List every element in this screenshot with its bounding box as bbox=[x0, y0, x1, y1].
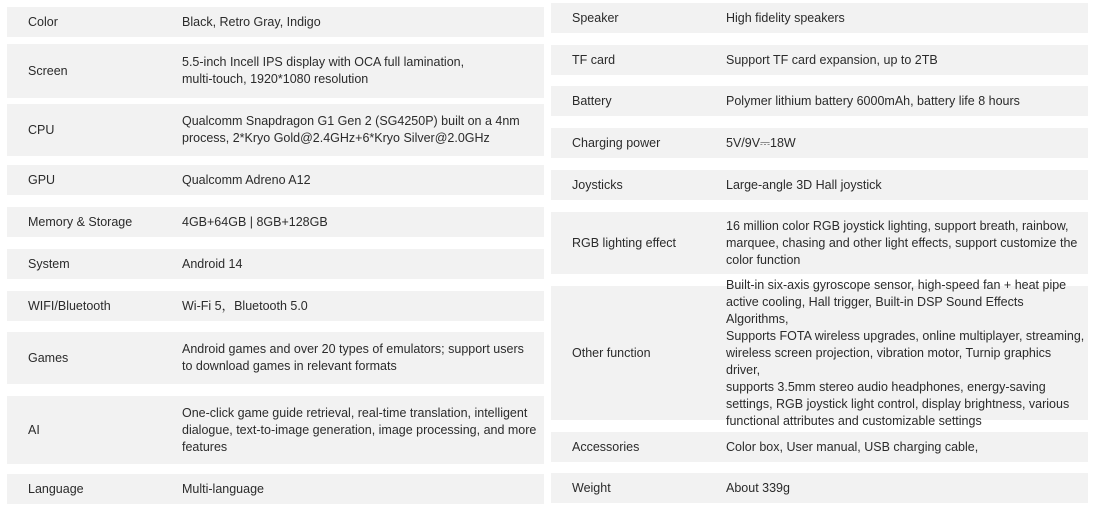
spec-label: CPU bbox=[28, 122, 55, 137]
spec-label: RGB lighting effect bbox=[572, 235, 676, 250]
spec-value: Android 14 bbox=[182, 256, 243, 271]
spec-value: Support TF card expansion, up to 2TB bbox=[726, 52, 938, 67]
spec-row-language bbox=[7, 474, 544, 504]
spec-value: 5.5-inch Incell IPS display with OCA full lamination, multi-touch, 1920*1080 resolution bbox=[182, 55, 465, 86]
spec-label: Charging power bbox=[572, 135, 661, 150]
spec-value: Color box, User manual, USB charging cable, bbox=[726, 439, 979, 454]
spec-value: 4GB+64GB | 8GB+128GB bbox=[182, 214, 328, 229]
spec-label: Other function bbox=[572, 345, 651, 360]
spec-value: 16 million color RGB joystick lighting, support breath, rainbow, marquee, chasing and other light effects, support customize the color function bbox=[726, 218, 1078, 267]
spec-row-games bbox=[7, 332, 544, 384]
spec-value: Wi-Fi 5，Bluetooth 5.0 bbox=[182, 298, 308, 313]
spec-row-wifi-bluetooth bbox=[7, 291, 544, 321]
spec-value: Black, Retro Gray, Indigo bbox=[182, 14, 321, 29]
spec-row-ai bbox=[7, 396, 544, 464]
spec-label: Speaker bbox=[572, 10, 619, 25]
spec-value: Multi-language bbox=[182, 481, 264, 496]
spec-row-system bbox=[7, 249, 544, 279]
spec-row-tf-card bbox=[551, 45, 1088, 75]
spec-value: Large-angle 3D Hall joystick bbox=[726, 177, 882, 192]
spec-value: Built-in six-axis gyroscope sensor, high-speed fan + heat pipe active cooling, Hall trigger, Built-in DSP Sound Effects Algorithms, Supports FOTA wireless upgrades, online multiplayer, streaming, wireless screen projection, vibration motor, Turnip graphics driver, supports 3.5mm stereo audio headphones, energy-saving settings, RGB joystick light control, display brightness, various functional attributes and customizable settings bbox=[726, 277, 1085, 428]
spec-label: Weight bbox=[572, 480, 611, 495]
spec-row-weight bbox=[551, 473, 1088, 503]
spec-label: Games bbox=[28, 350, 69, 365]
spec-label: Color bbox=[28, 14, 58, 29]
spec-label: Memory & Storage bbox=[28, 214, 133, 229]
spec-value: Polymer lithium battery 6000mAh, battery life 8 hours bbox=[726, 93, 1020, 108]
spec-row-charging-power bbox=[551, 128, 1088, 158]
spec-value: About 339g bbox=[726, 480, 790, 495]
spec-label: Screen bbox=[28, 63, 68, 78]
spec-row-accessories bbox=[551, 432, 1088, 462]
spec-row-speaker bbox=[551, 3, 1088, 33]
spec-row-rgb-lighting bbox=[551, 212, 1088, 274]
spec-value: One-click game guide retrieval, real-time translation, intelligent dialogue, text-to-image generation, image processing, and more features bbox=[182, 405, 537, 454]
spec-label: Battery bbox=[572, 93, 612, 108]
spec-row-cpu bbox=[7, 104, 544, 156]
spec-label: WIFI/Bluetooth bbox=[28, 298, 111, 313]
spec-label: TF card bbox=[572, 52, 616, 67]
spec-label: GPU bbox=[28, 172, 56, 187]
spec-value: High fidelity speakers bbox=[726, 10, 845, 25]
spec-value: Android games and over 20 types of emulators; support users to download games in relevant formats bbox=[182, 342, 524, 373]
spec-label: AI bbox=[28, 422, 40, 437]
spec-row-other-function bbox=[551, 277, 1088, 428]
spec-row-memory-storage bbox=[7, 207, 544, 237]
spec-label: Language bbox=[28, 481, 84, 496]
spec-row-joysticks bbox=[551, 170, 1088, 200]
spec-value: 5V/9V⎓18W bbox=[726, 135, 796, 150]
spec-value: Qualcomm Adreno A12 bbox=[182, 172, 311, 187]
spec-row-color bbox=[7, 7, 544, 37]
spec-row-battery bbox=[551, 86, 1088, 116]
spec-label: System bbox=[28, 256, 70, 271]
spec-label: Accessories bbox=[572, 439, 640, 454]
spec-value: Qualcomm Snapdragon G1 Gen 2 (SG4250P) built on a 4nm process, 2*Kryo Gold@2.4GHz+6*Kryo Silver@2.0GHz bbox=[182, 114, 520, 145]
spec-row-screen bbox=[7, 44, 544, 98]
spec-label: Joysticks bbox=[572, 177, 623, 192]
spec-row-gpu bbox=[7, 165, 544, 195]
